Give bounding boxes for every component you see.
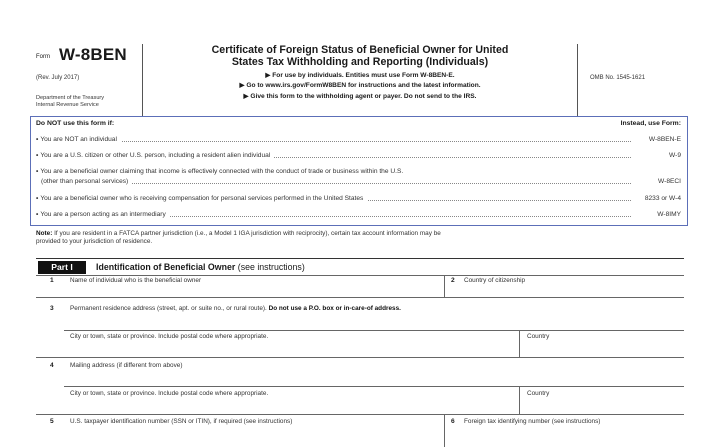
city-label: City or town, state or province. Include postal code where appropriate. (70, 333, 269, 340)
do-not-use-heading: Do NOT use this form if: (36, 120, 115, 127)
form-title-line2: States Tax Withholding and Reporting (Individuals) (231, 56, 489, 68)
department: Department of the Treasury Internal Revenue Service (36, 95, 105, 108)
form-title-block (148, 44, 572, 102)
do-not-use-box (30, 116, 688, 226)
part-label: Part I (38, 261, 86, 274)
form-id-block (36, 44, 143, 116)
alternate-form: W-8IMY (653, 211, 681, 218)
country-label: Country (527, 333, 550, 340)
form-number: W-8BEN (59, 45, 127, 64)
line1-label: Name of individual who is the beneficial owner (70, 277, 202, 284)
form-title-line1: Certificate of Foreign Status of Beneficial Owner for United (211, 44, 509, 56)
line2-label: Country of citizenship (464, 277, 526, 284)
form-header (36, 44, 684, 116)
city-label: City or town, state or province. Include postal code where appropriate. (70, 390, 269, 397)
alternate-form: W-9 (665, 152, 681, 159)
line5-label: U.S. taxpayer identification number (SSN or ITIN), if required (see instructions) (70, 418, 293, 425)
alternate-form: W-8ECI (654, 178, 681, 185)
instead-heading: Instead, use Form: (620, 120, 681, 127)
omb-block (577, 44, 684, 116)
exclusion-row-cont: (other than personal services) W-8ECI (36, 178, 681, 185)
revision-date: (Rev. July 2017) (36, 75, 80, 81)
w8ben-form-page: Form W-8BEN (Rev. July 2017) Department of the Treasury Internal Revenue Service Certificate of Foreign Status of Beneficial Owner for United States Tax Withholding and Reporting (Individuals) ▶ For use by individuals. Entities must use Form W-8BEN-E. ▶ Go to www.irs.gov/FormW8BEN for instructions and the latest information. ▶ Give this form to the withholding agent or payer. Do not send to the IRS. OMB No. 1545-1621 Do NOT use this form if: Instead, use Form: • You are NOT an individual W-8BEN-E • You are a U.S. citizen or other U.S. person, including a resident alien individual W-9 • You are a beneficial owner claiming that income is effectively connected with the conduct of trade or business within the U.S. (other than personal services) W-8ECI • You are a beneficial owner who is receiving compensation for personal services performed in the United States 8233 or W-4 • You are a person acting as an intermediary W-8IMY Note: If you are resident in a FATCA partner jurisdiction (i.e., a Model 1 IGA jurisdiction with reciprocity), certain tax account information may be provided to your jurisdiction of residence. Part I Identification of Beneficial Owner (see instructions) 1 Name of individual who is the beneficial owner 2 Country of citizenship 3 Permanent residence address (street, apt. or suite no., or rural route). Do not use a P.O. box or in-care-of address. City or town, state or province. Include postal code where appropriate. Country 4 Mailing address (if different from above) City or town, state or province. Include postal code where appropriate. Country 5 U.S. taxpayer identification number (SSN or ITIN), if required (see instructions) 6 Foreign tax identifying number (see instructions) (0, 0, 720, 447)
instruction-bullet-1: ▶ For use by individuals. Entities must use Form W-8BEN-E. (265, 72, 455, 79)
exclusion-row: • You are a beneficial owner who is receiving compensation for personal services performed in the United States 8233 or W-4 (36, 195, 681, 202)
exclusion-row: • You are NOT an individual W-8BEN-E (36, 136, 681, 143)
exclusion-row: • You are a beneficial owner claiming that income is effectively connected with the conduct of trade or business within the U.S. (36, 168, 681, 175)
exclusion-row: • You are a person acting as an intermediary W-8IMY (36, 211, 681, 218)
instruction-bullet-2: ▶ Go to www.irs.gov/FormW8BEN for instructions and the latest information. (239, 82, 481, 90)
instruction-bullet-3: ▶ Give this form to the withholding agent or payer. Do not send to the IRS. (243, 92, 477, 100)
fatca-note: Note: If you are resident in a FATCA partner jurisdiction (i.e., a Model 1 IGA jurisdiction with reciprocity), certain tax account information may be provided to your jurisdiction of residence. (36, 230, 441, 245)
country-label: Country (527, 390, 550, 397)
alternate-form: 8233 or W-4 (641, 195, 681, 202)
omb-number: OMB No. 1545-1621 (590, 75, 646, 81)
line4-label: Mailing address (if different from above) (70, 362, 183, 369)
part-title: Identification of Beneficial Owner (see instructions) (96, 262, 305, 272)
exclusion-row: • You are a U.S. citizen or other U.S. person, including a resident alien individual W-9 (36, 152, 681, 159)
alternate-form: W-8BEN-E (645, 136, 681, 143)
line6-label: Foreign tax identifying number (see instructions) (464, 418, 601, 425)
line3-label: Permanent residence address (street, apt. or suite no., or rural route). Do not use a P.O. box or in-care-of address. (70, 305, 401, 312)
form-word: Form (36, 54, 50, 60)
